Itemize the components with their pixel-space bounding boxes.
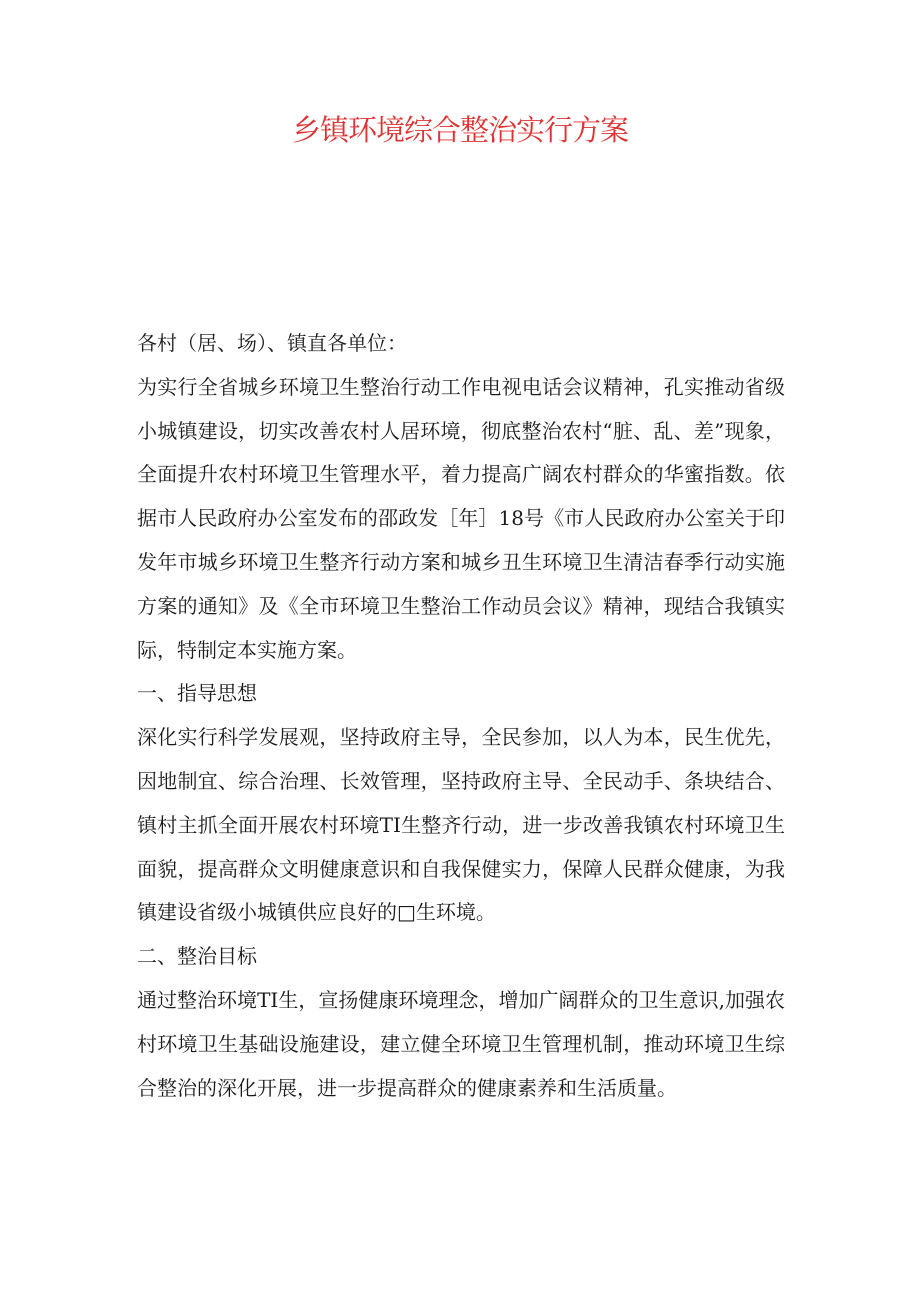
body-line: 深化实行科学发展观，坚持政府主导，全民参加，以人为本，民生优先， [137, 725, 785, 750]
body-line: 镇村主抓全面开展农村环境TI生整齐行动，进一步改善我镇农村环境卫生 [137, 812, 785, 837]
body-line: 方案的通知》及《全市环境卫生整治工作动员会议》精神，现结合我镇实 [137, 593, 785, 618]
body-line: 际，特制定本实施方案。 [137, 637, 357, 662]
body-line: 合整治的深化开展，进一步提高群众的健康素养和生活质量。 [137, 1075, 677, 1100]
body-line: 据市人民政府办公室发布的邵政发［年］18号《市人民政府办公室关于印 [137, 506, 785, 531]
body-line: 面貌，提高群众文明健康意识和自我保健实力，保障人民群众健康，为我 [137, 856, 785, 881]
body-line: 因地制宜、综合治理、长效管理，坚持政府主导、全民动手、条块结合、 [137, 768, 785, 793]
body-line: 镇建设省级小城镇供应良好的□生环境。 [137, 900, 496, 925]
body-line: 全面提升农村环境卫生管理水平，着力提高广阔农村群众的华蜜指数。依 [137, 462, 785, 487]
body-line: 通过整治环境TI生，宣扬健康环境理念，增加广阔群众的卫生意识,加强农 [137, 987, 785, 1012]
body-line: 小城镇建设，切实改善农村人居环境，彻底整治农村“脏、乱、差”现象， [137, 418, 785, 443]
document-title: 乡镇环境综合整治实行方案 [291, 113, 628, 147]
body-line: 各村（居、场）、镇直各单位： [137, 331, 407, 355]
body-line: 村环境卫生基础设施建设，建立健全环境卫生管理机制，推动环境卫生综 [137, 1031, 785, 1056]
body-line: 二、整治目标 [137, 944, 257, 969]
body-line: 一、指导思想 [137, 681, 257, 706]
body-line: 发年市城乡环境卫生整齐行动方案和城乡丑生环境卫生清洁春季行动实施 [137, 549, 785, 574]
document-body [137, 322, 785, 1110]
body-line: 为实行全省城乡环境卫生整治行动工作电视电话会议精神，孔实推动省级 [137, 374, 785, 399]
